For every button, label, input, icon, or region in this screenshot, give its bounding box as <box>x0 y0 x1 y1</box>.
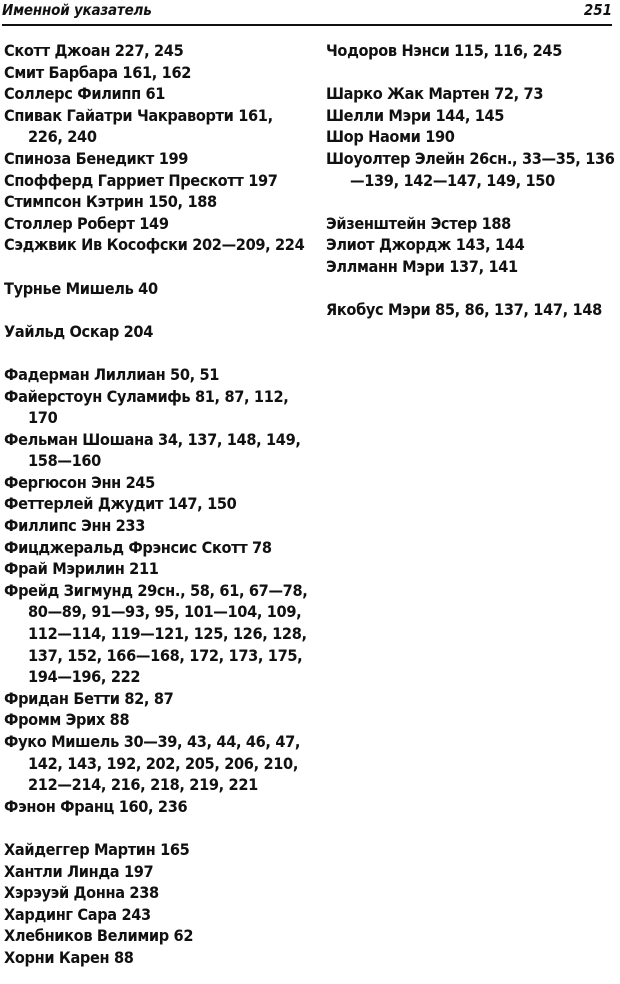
entry-initial: С <box>4 41 15 60</box>
entry-initial: Ф <box>4 364 19 384</box>
entry-text: орни Карен 88 <box>14 947 134 967</box>
index-entry <box>4 904 310 926</box>
index-entry <box>326 213 616 235</box>
page-number: 251 <box>583 1 612 19</box>
entry-initial: С <box>4 105 15 125</box>
entry-initial: С <box>4 148 15 168</box>
index-entry <box>4 191 310 213</box>
entry-text: урнье Мишель 40 <box>13 278 158 298</box>
index-entry <box>4 580 310 688</box>
entry-initial: Ш <box>326 127 344 147</box>
entry-text: еттерлей Джудит 147, 150 <box>18 494 237 514</box>
entry-initial: Х <box>4 904 15 924</box>
entry-text: ергюсон Энн 245 <box>18 472 155 492</box>
entry-initial: Ш <box>326 105 344 125</box>
entry-text: айльд Оскар 204 <box>14 321 153 341</box>
entry-initial: Ч <box>326 41 338 60</box>
index-entry <box>4 537 310 559</box>
entry-initial: Ф <box>4 516 19 536</box>
entry-text: айдеггер Мартин 165 <box>14 839 190 859</box>
index-entry <box>4 839 310 861</box>
index-entry <box>4 558 310 580</box>
entry-text: оллерс Филипп 61 <box>14 84 166 104</box>
entry-text: пивак Гайатри Чакраворти 161, 226, 240 <box>14 105 273 147</box>
index-entry <box>4 321 310 343</box>
entry-initial: Х <box>4 861 15 881</box>
index-entry <box>4 105 310 148</box>
index-entry <box>4 429 310 472</box>
entry-initial: Х <box>4 839 15 859</box>
index-entry <box>4 947 310 969</box>
index-entry <box>4 213 310 235</box>
entry-text: ицджеральд Фрэнсис Скотт 78 <box>18 537 272 557</box>
entry-initial: Ф <box>4 710 19 730</box>
running-title: Именной указатель <box>2 1 152 19</box>
entry-initial: Ф <box>4 796 19 816</box>
entry-initial: Э <box>326 256 337 276</box>
entry-text: ор Наоми 190 <box>343 127 455 147</box>
entry-text: оуолтер Элейн 26сн., 33—35, 136—139, 142—147, 149, 150 <box>343 148 615 190</box>
entry-text: адерман Лиллиан 50, 51 <box>18 364 220 384</box>
entry-text: ридан Бетти 82, 87 <box>18 688 174 708</box>
entry-text: пофферд Гарриет Прескотт 197 <box>14 170 278 190</box>
entry-initial: С <box>4 170 15 190</box>
index-entry <box>4 62 310 84</box>
entry-initial: Ф <box>4 688 19 708</box>
entry-text: уко Мишель 30—39, 43, 44, 46, 47, 142, 143, 192, 202, 205, 206, 210, 212—214, 216, 218, 219, 221 <box>18 732 301 795</box>
entry-initial: Т <box>4 278 14 298</box>
index-entry <box>4 364 310 386</box>
index-entry <box>326 299 616 321</box>
entry-text: айерстоун Суламифь 81, 87, 112, 170 <box>18 386 289 428</box>
entry-initial: Э <box>326 213 337 233</box>
index-entry <box>4 796 310 818</box>
entry-text: мит Барбара 161, 162 <box>14 62 192 82</box>
entry-text: рейд Зигмунд 29сн., 58, 61, 67—78, 80—89, 91—93, 95, 101—104, 109, 112—114, 119—121, 125, 126, 128, 137, 152, 166—168, 172, 173, 175, 194—196, 222 <box>18 580 308 687</box>
entry-text: эрэуэй Донна 238 <box>14 883 159 903</box>
entry-initial: С <box>4 192 15 212</box>
index-entry <box>326 148 616 191</box>
entry-text: тимпсон Кэтрин 150, 188 <box>14 192 217 212</box>
entry-text: одоров Нэнси 115, 116, 245 <box>337 41 562 60</box>
index-entry <box>4 234 310 256</box>
entry-text: котт Джоан 227, 245 <box>14 41 184 60</box>
entry-initial: Э <box>326 235 337 255</box>
index-entry <box>4 40 310 62</box>
entry-initial: С <box>4 213 15 233</box>
running-header <box>2 0 612 26</box>
entry-initial: Ф <box>4 537 19 557</box>
index-entry <box>4 731 310 796</box>
entry-initial: С <box>4 84 15 104</box>
entry-text: елли Мэри 144, 145 <box>343 105 505 125</box>
entry-initial: Я <box>326 300 337 320</box>
index-entry <box>4 925 310 947</box>
index-entry <box>326 105 616 127</box>
index-entry <box>4 493 310 515</box>
entry-text: лебников Велимир 62 <box>14 926 194 946</box>
entry-text: кобус Мэри 85, 86, 137, 147, 148 <box>336 300 602 320</box>
entry-text: йзенштейн Эстер 188 <box>336 213 511 233</box>
index-entry <box>326 256 616 278</box>
index-entry <box>4 83 310 105</box>
entry-text: ельман Шошана 34, 137, 148, 149, 158—160 <box>18 429 301 471</box>
index-column-left <box>4 40 310 969</box>
entry-text: ардинг Сара 243 <box>14 904 151 924</box>
entry-initial: Ф <box>4 559 19 579</box>
entry-initial: У <box>4 321 15 341</box>
entry-text: арко Жак Мартен 72, 73 <box>343 84 544 104</box>
entry-initial: Ф <box>4 732 19 751</box>
index-entry <box>4 148 310 170</box>
entry-initial: С <box>4 235 15 255</box>
entry-initial: Ш <box>326 84 344 104</box>
index-entry <box>4 515 310 537</box>
index-entry <box>4 861 310 883</box>
entry-text: рай Мэрилин 211 <box>18 559 159 579</box>
index-entry <box>326 126 616 148</box>
index-entry <box>326 83 616 105</box>
index-column-right <box>326 40 616 321</box>
index-entry <box>4 386 310 429</box>
entry-text: ромм Эрих 88 <box>18 710 130 730</box>
entry-initial: Х <box>4 947 15 967</box>
entry-initial: Х <box>4 926 15 946</box>
entry-initial: Х <box>4 883 15 903</box>
index-entry <box>4 170 310 192</box>
index-entry <box>326 40 616 62</box>
entry-initial: Ш <box>326 148 344 168</box>
index-entry <box>4 882 310 904</box>
entry-initial: С <box>4 62 15 82</box>
entry-initial: Ф <box>4 580 19 600</box>
index-entry <box>4 709 310 731</box>
entry-text: пиноза Бенедикт 199 <box>14 148 189 168</box>
entry-text: ллманн Мэри 137, 141 <box>336 256 518 276</box>
entry-text: лиот Джордж 143, 144 <box>336 235 525 255</box>
index-entry <box>4 688 310 710</box>
entry-text: иллипс Энн 233 <box>18 516 145 536</box>
entry-text: антли Линда 197 <box>14 861 154 881</box>
entry-initial: Ф <box>4 386 19 406</box>
entry-text: толлер Роберт 149 <box>14 213 169 233</box>
entry-initial: Ф <box>4 472 19 492</box>
index-entry <box>326 234 616 256</box>
index-entry <box>4 472 310 494</box>
entry-initial: Ф <box>4 494 19 514</box>
entry-text: эджвик Ив Кософски 202—209, 224 <box>14 235 305 255</box>
entry-text: энон Франц 160, 236 <box>18 796 188 816</box>
index-entry <box>4 278 310 300</box>
entry-initial: Ф <box>4 429 19 449</box>
